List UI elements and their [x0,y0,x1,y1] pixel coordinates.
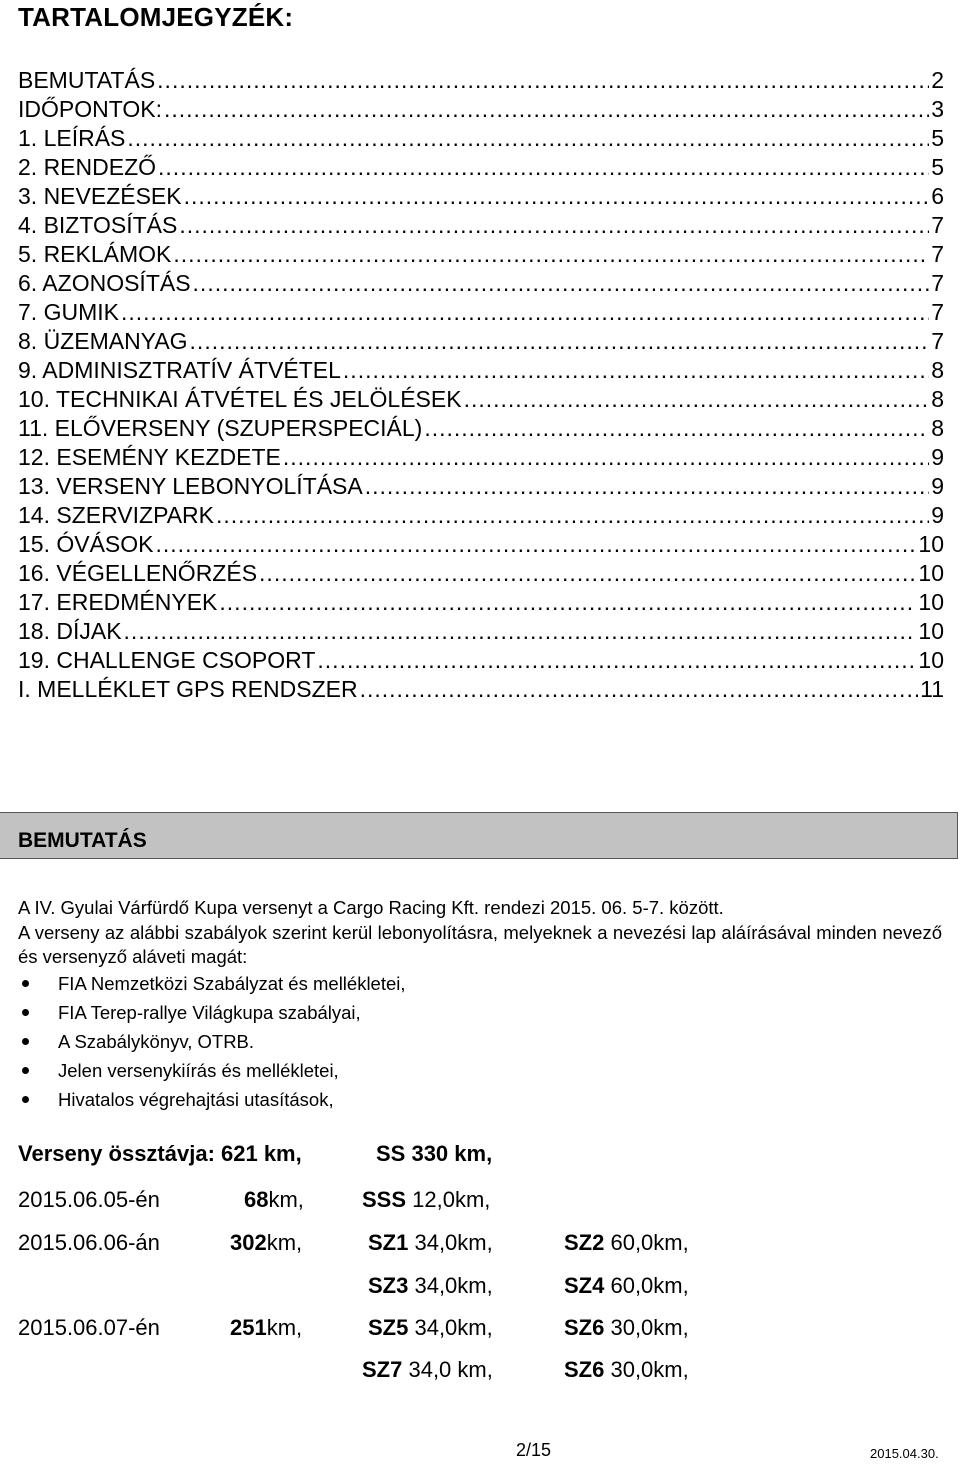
toc-leader-dots [156,530,917,559]
toc-entry[interactable] [18,588,944,617]
toc-entry[interactable] [18,443,944,472]
toc-entry-page: 10 [918,531,944,557]
toc-leader-dots [127,124,929,153]
list-item: FIA Nemzetközi Szabályzat és mellékletei, [18,969,918,998]
toc-entry[interactable] [18,559,944,588]
toc-entry-page: 7 [931,270,944,296]
toc-entry[interactable] [18,501,944,530]
toc-entry[interactable] [18,95,944,124]
toc-entry[interactable] [18,269,944,298]
toc-entry-label: IDŐPONTOK: [18,96,162,122]
toc-leader-dots [124,617,917,646]
toc-entry-label: 4. BIZTOSÍTÁS [18,212,178,238]
toc-leader-dots [219,588,916,617]
day3-stage-2: SZ6 30,0km, [564,1315,689,1340]
toc-entry[interactable] [18,124,944,153]
toc-entry-label: 11. ELŐVERSENY (SZUPERSPECIÁL) [18,415,423,441]
section-title: BEMUTATÁS [18,829,147,852]
bullet-icon [22,1038,29,1045]
toc-entry-label: 19. CHALLENGE CSOPORT [18,647,316,673]
toc-entry-page: 2 [931,67,944,93]
intro-paragraph: A IV. Gyulai Várfürdő Kupa versenyt a Cargo Racing Kft. rendezi 2015. 06. 5-7. között. [18,897,724,918]
list-item: FIA Terep-rallye Világkupa szabályai, [18,998,918,1027]
toc-entry-page: 5 [931,125,944,151]
toc-entry[interactable] [18,66,944,95]
toc-entry-page: 7 [931,299,944,325]
toc-entry[interactable] [18,617,944,646]
total-distance: Verseny össztávja: 621 km, [18,1141,302,1166]
day3-stage-3: SZ7 34,0 km, [362,1357,493,1382]
toc-entry-label: 15. ÓVÁSOK [18,531,154,557]
toc-entry[interactable] [18,385,944,414]
toc-entry[interactable] [18,327,944,356]
toc-entry-label: 17. EREDMÉNYEK [18,589,218,615]
bullet-icon [22,1009,29,1016]
toc-entry-page: 9 [931,473,944,499]
bullet-icon [22,1096,29,1103]
ss-distance: SS 330 km, [376,1141,493,1166]
toc-entry-page: 6 [931,183,944,209]
toc-leader-dots [179,211,929,240]
day2-stage-4: SZ4 60,0km, [564,1273,689,1298]
toc-entry-label: 8. ÜZEMANYAG [18,328,188,354]
toc-leader-dots [283,443,929,472]
toc-entry-page: 7 [931,212,944,238]
toc-entry-page: 8 [931,386,944,412]
day2-km: 302km, [230,1230,303,1255]
table-of-contents [18,66,944,704]
toc-entry-page: 8 [931,415,944,441]
toc-entry-label: 10. TECHNIKAI ÁTVÉTEL ÉS JELÖLÉSEK [18,386,462,412]
toc-leader-dots [259,559,916,588]
bullet-icon [22,980,29,987]
toc-entry-page: 5 [931,154,944,180]
toc-entry-page: 7 [931,241,944,267]
toc-entry-label: 5. REKLÁMOK [18,241,172,267]
day3-km: 251km, [230,1315,303,1340]
toc-leader-dots [190,327,930,356]
day1-date: 2015.06.05-én [18,1187,160,1212]
toc-entry-page: 10 [918,560,944,586]
toc-entry[interactable] [18,211,944,240]
toc-entry-label: 2. RENDEZŐ [18,154,157,180]
toc-leader-dots [365,472,929,501]
toc-leader-dots [343,356,929,385]
toc-leader-dots [360,675,919,704]
toc-leader-dots [216,501,929,530]
day1-stage: SSS 12,0km, [362,1187,491,1212]
toc-entry-label: I. MELLÉKLET GPS RENDSZER [18,676,358,702]
day3-stage-1: SZ5 34,0km, [368,1315,493,1340]
toc-entry-page: 8 [931,357,944,383]
toc-entry-page: 10 [918,647,944,673]
bullet-icon [22,1067,29,1074]
list-item: A Szabálykönyv, OTRB. [18,1027,918,1056]
day3-date: 2015.06.07-én [18,1315,160,1340]
rules-list [18,969,918,1114]
day2-stage-2: SZ2 60,0km, [564,1230,689,1255]
toc-entry[interactable] [18,153,944,182]
list-item: Hivatalos végrehajtási utasítások, [18,1085,918,1114]
toc-entry-label: 9. ADMINISZTRATÍV ÁTVÉTEL [18,357,341,383]
toc-entry-label: 14. SZERVIZPARK [18,502,214,528]
toc-entry-page: 11 [920,676,944,702]
toc-entry-label: BEMUTATÁS [18,67,156,93]
toc-leader-dots [464,385,930,414]
day3-stage-4: SZ6 30,0km, [564,1357,689,1382]
toc-entry-label: 16. VÉGELLENŐRZÉS [18,560,258,586]
toc-entry-label: 12. ESEMÉNY KEZDETE [18,444,281,470]
toc-leader-dots [158,153,929,182]
toc-entry-page: 7 [931,328,944,354]
toc-entry-page: 9 [931,444,944,470]
toc-entry-page: 10 [918,589,944,615]
footer-date: 2015.04.30. [870,1446,939,1461]
rules-paragraph: A verseny az alábbi szabályok szerint kerül lebonyolításra, melyeknek a nevezési lap aláírásával minden nevező és versenyző aláveti magát: [18,922,942,967]
toc-entry-label: 13. VERSENY LEBONYOLÍTÁSA [18,473,363,499]
toc-leader-dots [193,269,930,298]
toc-entry[interactable] [18,182,944,211]
toc-leader-dots [424,414,929,443]
toc-entry[interactable] [18,414,944,443]
day1-km: 68km, [244,1187,304,1212]
toc-entry[interactable] [18,675,944,704]
toc-leader-dots [173,240,929,269]
toc-leader-dots [164,95,929,124]
toc-leader-dots [121,298,929,327]
toc-leader-dots [184,182,930,211]
day2-stage-1: SZ1 34,0km, [368,1230,493,1255]
toc-entry-label: 6. AZONOSÍTÁS [18,270,191,296]
toc-entry-page: 9 [931,502,944,528]
toc-entry[interactable] [18,530,944,559]
toc-leader-dots [317,646,916,675]
toc-entry[interactable] [18,646,944,675]
toc-entry-label: 1. LEÍRÁS [18,125,126,151]
toc-entry-label: 18. DÍJAK [18,618,122,644]
day2-date: 2015.06.06-án [18,1230,160,1255]
day2-stage-3: SZ3 34,0km, [368,1273,493,1298]
toc-entry-page: 10 [918,618,944,644]
toc-leader-dots [157,66,929,95]
toc-entry-label: 7. GUMIK [18,299,119,325]
toc-entry-label: 3. NEVEZÉSEK [18,183,182,209]
toc-entry[interactable] [18,298,944,327]
list-item: Jelen versenykiírás és mellékletei, [18,1056,918,1085]
toc-entry[interactable] [18,472,944,501]
toc-entry-page: 3 [931,96,944,122]
page-number: 2/15 [516,1440,552,1460]
toc-entry[interactable] [18,356,944,385]
document-title: TARTALOMJEGYZÉK: [18,2,294,32]
toc-entry[interactable] [18,240,944,269]
